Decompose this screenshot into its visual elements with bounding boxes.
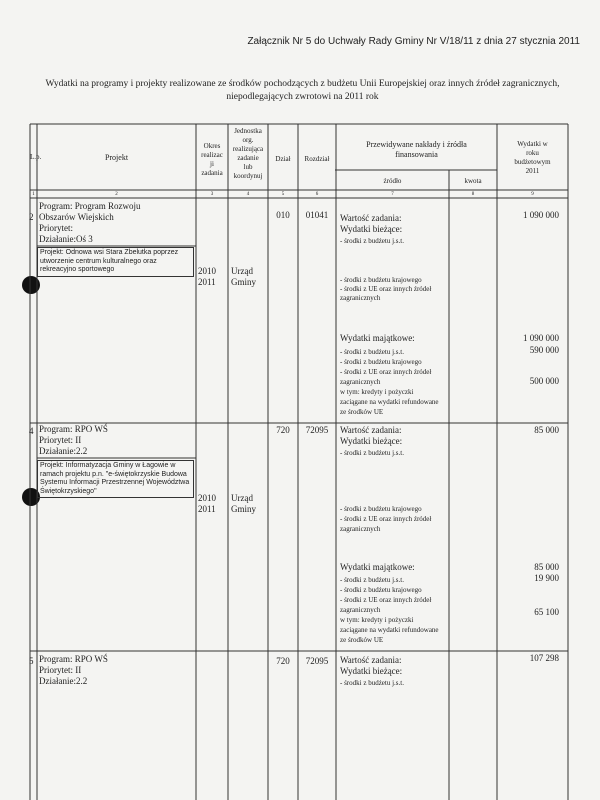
row-biezace-item: - środki z budżetu j.s.t.: [340, 449, 404, 457]
header-okres: Okres realizac ji zadania: [201, 142, 223, 177]
row-majatkowe-jst: 590 000: [529, 345, 559, 355]
row-dzial: 010: [276, 210, 290, 220]
col-num: 9: [531, 192, 534, 197]
row-biezace-label: Wydatki bieżące:: [340, 224, 403, 234]
row-majatkowe-label: Wydatki majątkowe:: [340, 333, 415, 343]
row-rozdzial: 72095: [305, 425, 329, 435]
row-biezace-label: Wydatki bieżące:: [340, 436, 403, 446]
row-biezace-item: - środki z budżetu krajowego - środki z UE oraz innych źródeł zagranicznych: [340, 276, 432, 302]
col-num: 3: [210, 192, 214, 197]
row-lp: 5: [29, 656, 34, 666]
row-wartosc: 85 000: [534, 425, 559, 435]
header-projekt: Projekt: [104, 153, 129, 162]
row-program: Program: RPO WŚ Priorytet: II Działanie:2.2: [39, 654, 108, 686]
header-rozdzial: Rozdział: [304, 155, 330, 163]
header-dzial: Dział: [275, 155, 291, 163]
row-biezace-item: - środki z budżetu j.s.t.: [340, 237, 404, 245]
row-jednostka: Urząd Gminy: [231, 266, 257, 287]
row-jednostka: Urząd Gminy: [231, 493, 257, 514]
header-jednostka: Jednostka org. realizująca zadanie lub koordynuj: [232, 127, 264, 180]
row-program: Program: Program Rozwoju Obszarów Wiejskich Priorytet: Działanie:Oś 3: [39, 201, 141, 244]
header-zrodlo: źródło: [383, 177, 402, 185]
row-majatkowe-label: Wydatki majątkowe:: [340, 562, 415, 572]
row-lp: 2: [29, 212, 34, 222]
header-naklady: Przewidywane nakłady i źródła finansowania: [366, 140, 467, 159]
col-num: 1: [32, 192, 35, 197]
header-wydatki: Wydatki w roku budżetowym 2011: [514, 140, 551, 175]
row-majatkowe-ue: 65 100: [534, 607, 559, 617]
row-wartosc: 1 090 000: [523, 210, 559, 220]
row-wartosc-label: Wartość zadania:: [340, 213, 402, 223]
header-kwota: kwota: [464, 177, 482, 185]
annex-reference: Załącznik Nr 5 do Uchwały Rady Gminy Nr V/18/11 z dnia 27 stycznia 2011: [247, 36, 580, 47]
row-majatkowe-jst: 19 900: [534, 573, 559, 583]
col-num: 6: [315, 192, 319, 197]
row-majatkowe-items: - środki z budżetu j.s.t. - środki z budżetu krajowego - środki z UE oraz innych źródeł zagranicznych w tym: kredyty i pożyczki zaciągane na wydatki refundowane ze środków UE: [340, 576, 439, 644]
col-num: 5: [281, 192, 285, 197]
col-num: 4: [246, 192, 250, 197]
col-num: 8: [471, 192, 475, 197]
row-majatkowe-items: - środki z budżetu j.s.t. - środki z budżetu krajowego - środki z UE oraz innych źródeł zagranicznych w tym: kredyty i pożyczki zaciągane na wydatki refundowane ze środków UE: [340, 348, 439, 416]
row-majatkowe-ue: 500 000: [529, 376, 559, 386]
row-biezace-label: Wydatki bieżące:: [340, 666, 403, 676]
row-majatkowe-total: 85 000: [534, 562, 559, 572]
document-title: Wydatki na programy i projekty realizowane ze środków pochodzących z budżetu Unii Europejskiej oraz innych źródeł zagranicznych, niepodlegających zwrotowi na 2011 rok: [45, 79, 560, 102]
row-dzial: 720: [276, 425, 290, 435]
row-dzial: 720: [276, 656, 290, 666]
row-wartosc-label: Wartość zadania:: [340, 425, 402, 435]
row-majatkowe-total: 1 090 000: [523, 333, 559, 343]
row-lp: 4: [29, 426, 34, 436]
row-biezace-item: - środki z budżetu krajowego - środki z UE oraz innych źródeł zagranicznych: [340, 505, 432, 533]
row-rozdzial: 72095: [305, 656, 329, 666]
row-wartosc: 107 298: [529, 653, 559, 663]
row-rozdzial: 01041: [305, 210, 329, 220]
col-num: 2: [115, 192, 118, 197]
col-num: 7: [391, 192, 394, 197]
header-lp: L.p.: [30, 153, 42, 161]
row-okres: 2010 2011: [198, 266, 216, 287]
row-program: Program: RPO WŚ Priorytet: II Działanie:2.2: [39, 424, 108, 456]
row-okres: 2010 2011: [198, 493, 216, 514]
row-project-description: Projekt: Informatyzacja Gminy w Łagowie w ramach projektu p.n. "e-świętokrzyskie Budowa Systemu Informacji Przestrzennej Województwa Świętokrzyskiego": [37, 460, 194, 498]
row-biezace-item: - środki z budżetu j.s.t.: [340, 679, 404, 687]
row-wartosc-label: Wartość zadania:: [340, 655, 402, 665]
row-project-description: Projekt: Odnowa wsi Stara Zbelutka poprzez utworzenie centrum kulturalnego oraz rekreacyjno sportowego: [37, 247, 194, 277]
